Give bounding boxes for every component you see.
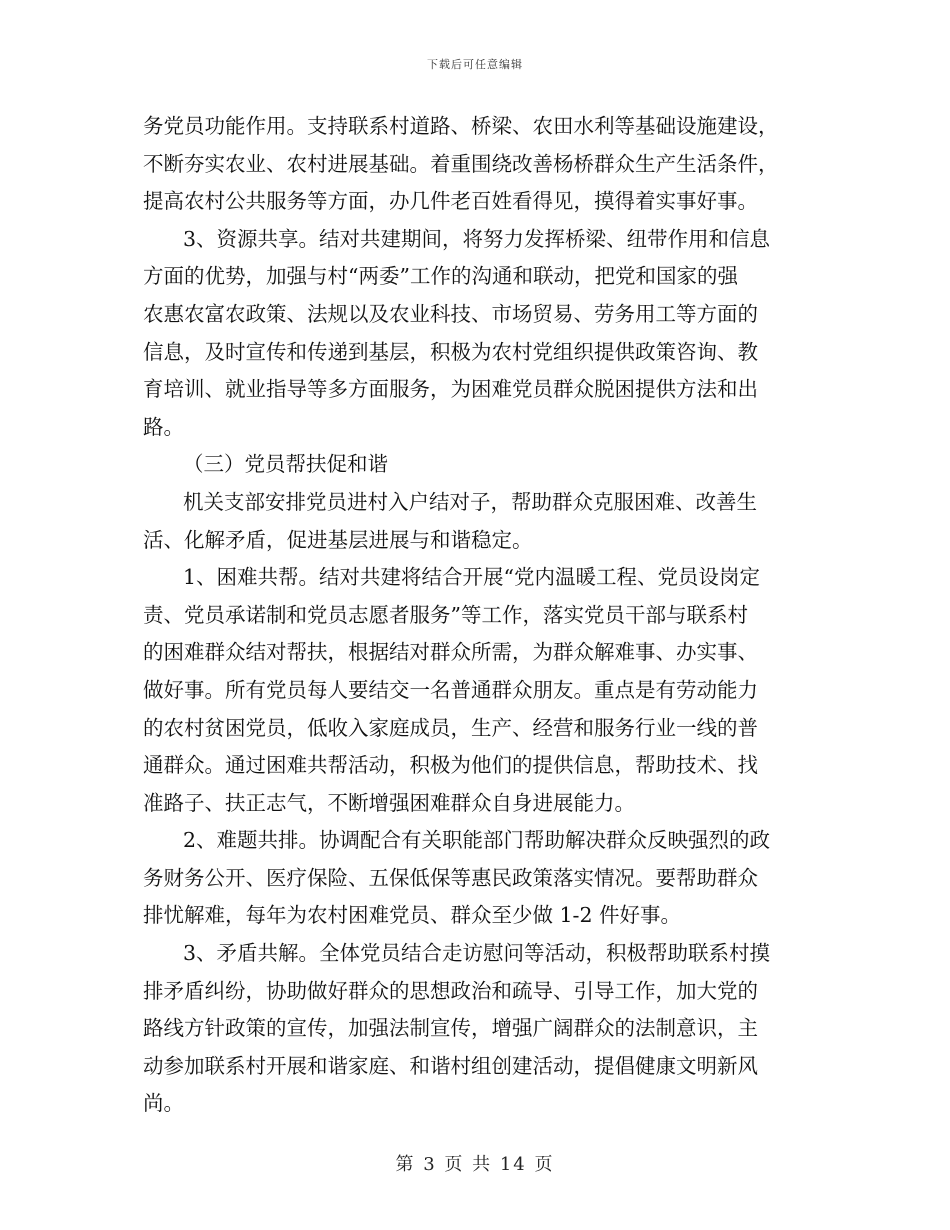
body-line: 活、化解矛盾，促进基层进展与和谐稳定。 xyxy=(143,527,533,552)
page-number: 第 3 页 共 14 页 xyxy=(395,1154,555,1175)
body-line: 育培训、就业指导等多方面服务，为困难党员群众脱困提供方法和出 xyxy=(143,377,758,402)
body-line: 不断夯实农业、农村进展基础。着重围绕改善杨桥群众生产生活条件， xyxy=(143,151,779,176)
body-line: 的困难群众结对帮扶，根据结对群众所需，为群众解难事、办实事、 xyxy=(143,640,758,665)
body-line: 信息，及时宣传和传递到基层，积极为农村党组织提供政策咨询、教 xyxy=(143,339,758,364)
page-header-note: 下载后可任意编辑 xyxy=(427,58,523,71)
body-line: 路线方针政策的宣传，加强法制宣传，增强广阔群众的法制意识，主 xyxy=(143,1016,758,1041)
body-line: 准路子、扶正志气，不断增强困难群众自身进展能力。 xyxy=(143,790,635,815)
body-line: 排忧解难，每年为农村困难党员、群众至少做 1-2 件好事。 xyxy=(143,903,682,928)
body-line: 尚。 xyxy=(143,1091,184,1116)
body-line: 务党员功能作用。支持联系村道路、桥梁、农田水利等基础设施建设， xyxy=(143,114,779,138)
body-line: 路。 xyxy=(143,414,184,439)
body-line: 的农村贫困党员，低收入家庭成员，生产、经营和服务行业一线的普 xyxy=(143,715,758,740)
section-heading: （三）党员帮扶促和谐 xyxy=(183,452,388,477)
paragraph-start-line: 机关支部安排党员进村入户结对子，帮助群众克服困难、改善生 xyxy=(183,489,757,514)
body-line: 方面的优势，加强与村“两委”工作的沟通和联动，把党和国家的强 xyxy=(143,264,738,289)
body-line: 通群众。通过困难共帮活动，积极为他们的提供信息，帮助技术、找 xyxy=(143,753,758,778)
body-line: 排矛盾纠纷，协助做好群众的思想政治和疏导、引导工作，加大党的 xyxy=(143,978,758,1003)
paragraph-start-line: 2、难题共排。协调配合有关职能部门帮助解决群众反映强烈的政 xyxy=(183,828,771,853)
body-line: 提高农村公共服务等方面，办几件老百姓看得见，摸得着实事好事。 xyxy=(143,189,758,214)
paragraph-start-line: 3、资源共享。结对共建期间，将努力发挥桥梁、纽带作用和信息 xyxy=(183,226,771,251)
document-body xyxy=(143,108,807,1123)
body-line: 责、党员承诺制和党员志愿者服务”等工作，落实党员干部与联系村 xyxy=(143,602,748,627)
paragraph-start-line: 3、矛盾共解。全体党员结合走访慰问等活动，积极帮助联系村摸 xyxy=(183,941,771,966)
paragraph-start-line: 1、困难共帮。结对共建将结合开展“党内温暖工程、党员设岗定 xyxy=(183,565,761,590)
body-line: 做好事。所有党员每人要结交一名普通群众朋友。重点是有劳动能力 xyxy=(143,677,758,702)
body-line: 动参加联系村开展和谐家庭、和谐村组创建活动，提倡健康文明新风 xyxy=(143,1053,758,1078)
body-line: 务财务公开、医疗保险、五保低保等惠民政策落实情况。要帮助群众 xyxy=(143,865,758,890)
body-line: 农惠农富农政策、法规以及农业科技、市场贸易、劳务用工等方面的 xyxy=(143,301,758,326)
